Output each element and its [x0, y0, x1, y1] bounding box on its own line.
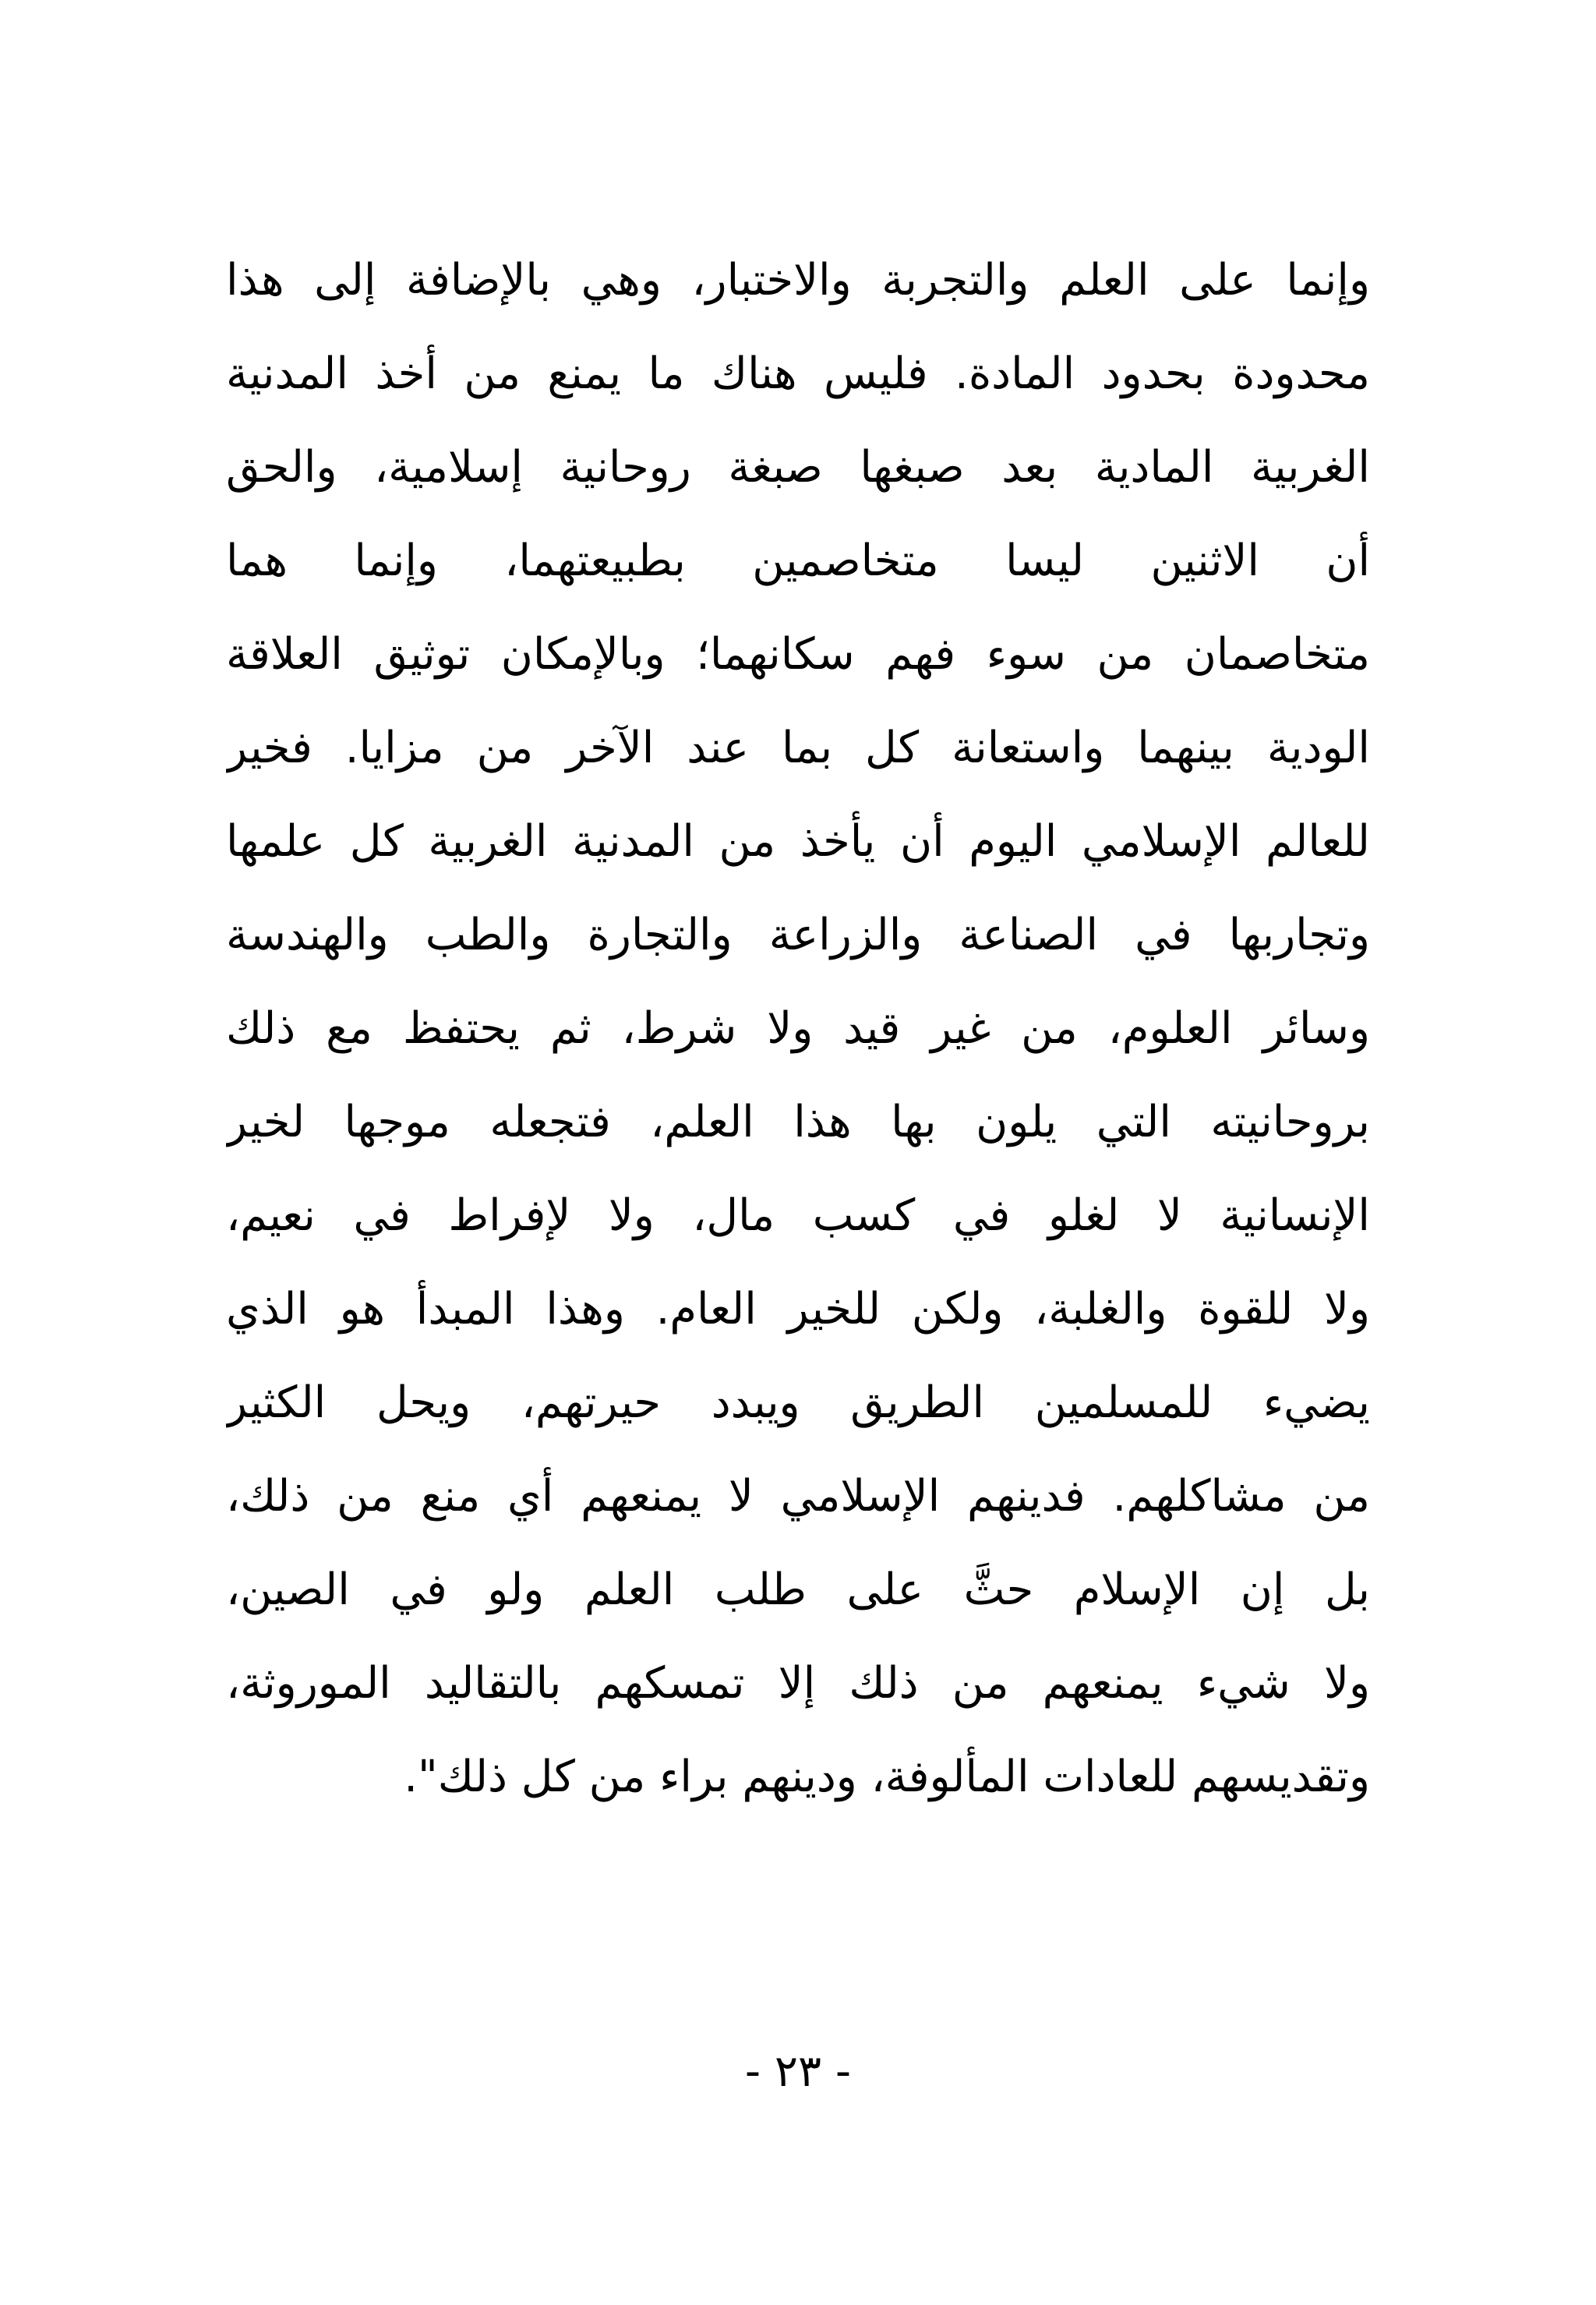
- text-line-17: وتقديسهم للعادات المألوفة، ودينهم براء من كل ذلك".: [404, 1752, 1370, 1802]
- text-line-13: يضيء للمسلمين الطريق ويبدد حيرتهم، ويحل الكثير: [226, 1377, 1370, 1428]
- text-line-3: الغربية المادية بعد صبغها صبغة روحانية إسلامية، والحق: [226, 442, 1370, 493]
- text-line-16: ولا شيء يمنعهم من ذلك إلا تمسكهم بالتقاليد الموروثة،: [226, 1658, 1370, 1709]
- text-line-10: بروحانيته التي يلون بها هذا العلم، فتجعله موجها لخير: [226, 1097, 1370, 1147]
- text-line-12: ولا للقوة والغلبة، ولكن للخير العام. وهذا المبدأ هو الذي: [226, 1284, 1370, 1335]
- text-line-7: للعالم الإسلامي اليوم أن يأخذ من المدنية الغربية كل علمها: [226, 816, 1370, 867]
- text-line-4: أن الاثنين ليسا متخاصمين بطبيعتهما، وإنما هما: [226, 536, 1370, 586]
- page-number: - ٢٣ -: [744, 2046, 852, 2097]
- text-line-2: محدودة بحدود المادة. فليس هناك ما يمنع من أخذ المدنية: [226, 348, 1370, 399]
- text-line-6: الودية بينهما واستعانة كل بما عند الآخر من مزايا. فخير: [226, 723, 1370, 773]
- text-line-14: من مشاكلهم. فدينهم الإسلامي لا يمنعهم أي منع من ذلك،: [226, 1471, 1370, 1522]
- text-line-1: وإنما على العلم والتجربة والاختبار، وهي بالإضافة إلى هذا: [226, 255, 1370, 306]
- text-line-5: متخاصمان من سوء فهم سكانهما؛ وبالإمكان توثيق العلاقة: [226, 629, 1370, 680]
- text-line-9: وسائر العلوم، من غير قيد ولا شرط، ثم يحتفظ مع ذلك: [226, 1003, 1370, 1054]
- text-line-15: بل إن الإسلام حثَّ على طلب العلم ولو في الصين،: [226, 1564, 1370, 1615]
- text-line-8: وتجاربها في الصناعة والزراعة والتجارة والطب والهندسة: [226, 910, 1370, 960]
- body-text: [226, 234, 1370, 1824]
- text-line-11: الإنسانية لا لغلو في كسب مال، ولا لإفراط في نعيم،: [226, 1190, 1370, 1241]
